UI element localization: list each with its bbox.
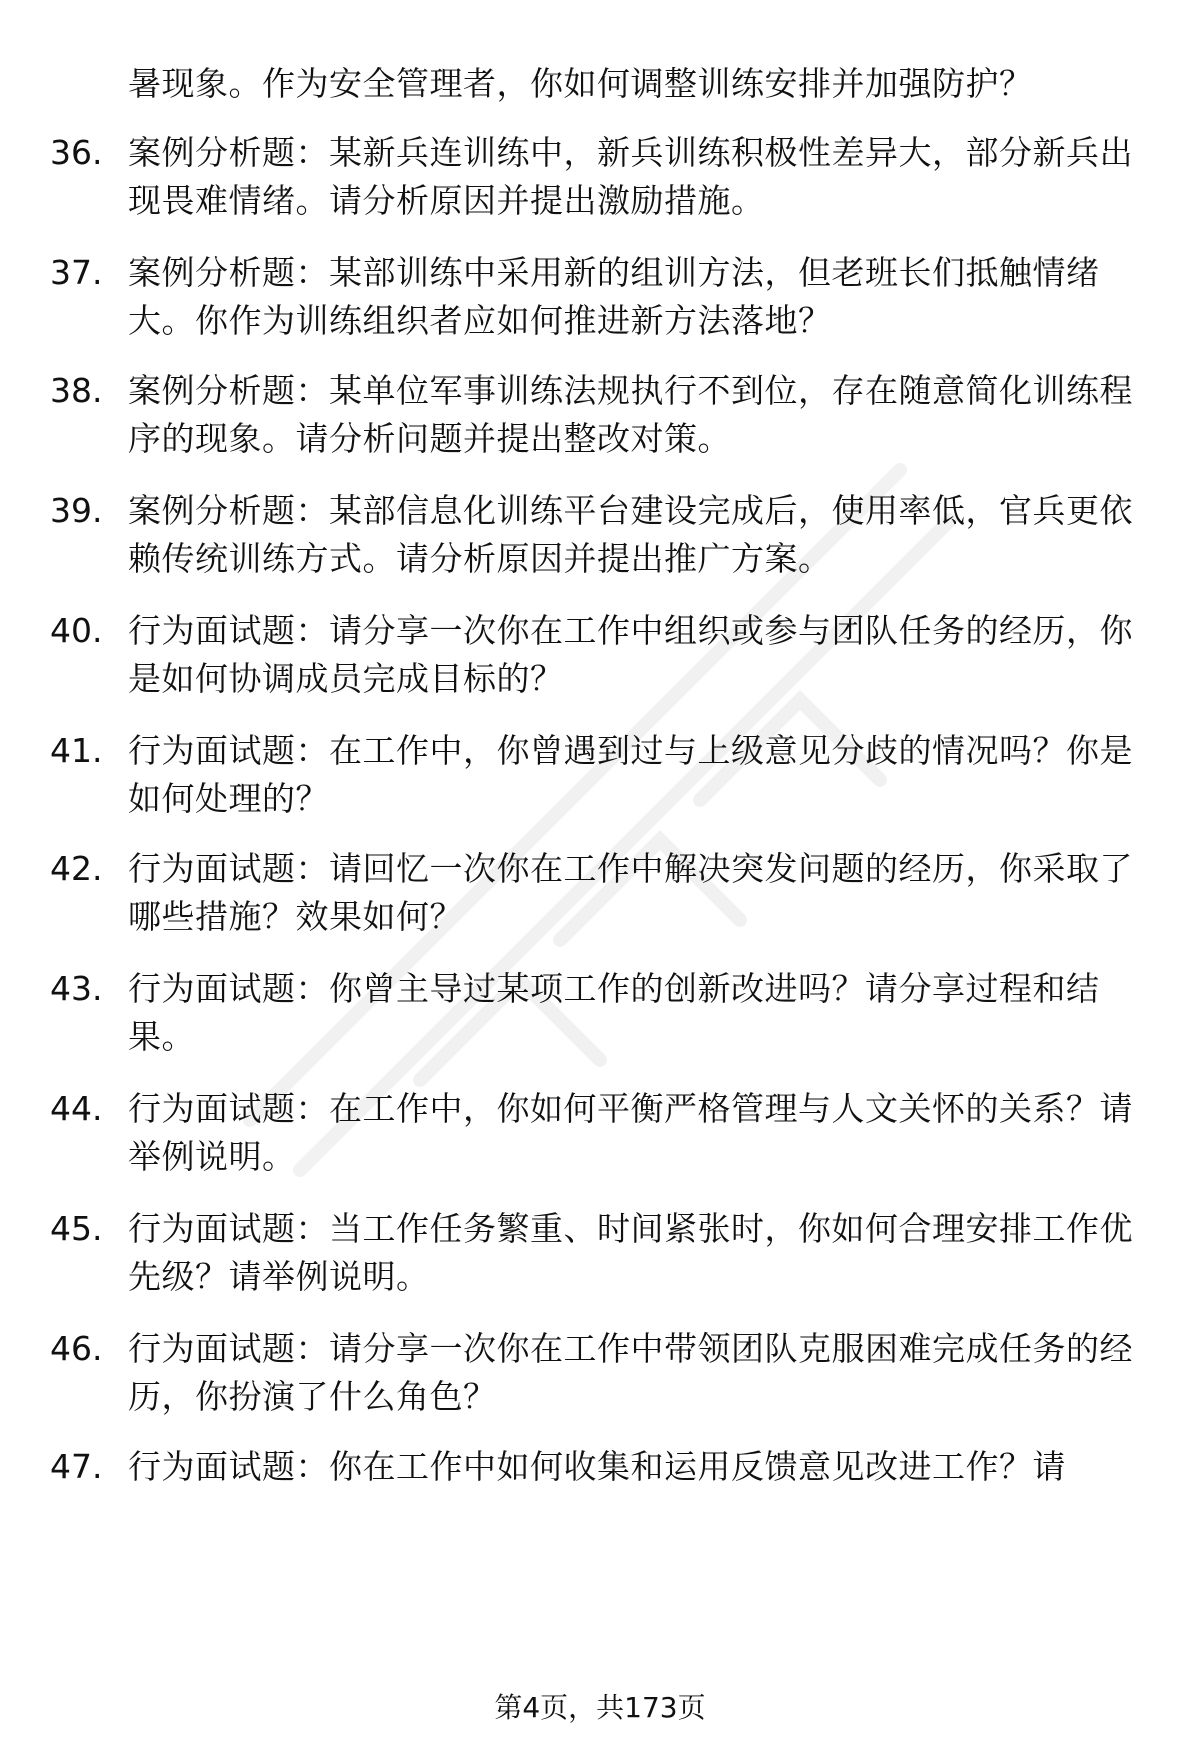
question-number: 44. [50,1089,103,1128]
question-number: 43. [50,969,103,1008]
continued-question-text: 暑现象。作为安全管理者，你如何调整训练安排并加强防护？ [128,64,1033,103]
question-text: 行为面试题：在工作中，你如何平衡严格管理与人文关怀的关系？请举例说明。 [128,1089,1133,1176]
question-number: 41. [50,731,103,770]
question-text: 行为面试题：请分享一次你在工作中带领团队克服困难完成任务的经历，你扮演了什么角色？ [128,1329,1133,1416]
question-text: 行为面试题：请回忆一次你在工作中解决突发问题的经历，你采取了哪些措施？效果如何？ [128,849,1133,936]
question-text: 案例分析题：某新兵连训练中，新兵训练积极性差异大，部分新兵出现畏难情绪。请分析原因并提出激励措施。 [128,133,1133,220]
question-number: 45. [50,1209,103,1248]
question-text: 行为面试题：你在工作中如何收集和运用反馈意见改进工作？请 [128,1447,1066,1486]
question-text: 行为面试题：当工作任务繁重、时间紧张时，你如何合理安排工作优先级？请举例说明。 [128,1209,1133,1296]
question-text: 行为面试题：你曾主导过某项工作的创新改进吗？请分享过程和结果。 [128,969,1100,1056]
question-number: 37. [50,253,103,292]
question-text: 案例分析题：某单位军事训练法规执行不到位，存在随意简化训练程序的现象。请分析问题并提出整改对策。 [128,371,1133,458]
question-number: 39. [50,491,103,530]
question-number: 40. [50,611,103,650]
question-text: 案例分析题：某部训练中采用新的组训方法，但老班长们抵触情绪大。你作为训练组织者应如何推进新方法落地？ [128,253,1100,340]
question-text: 行为面试题：在工作中，你曾遇到过与上级意见分歧的情况吗？你是如何处理的？ [128,731,1133,818]
question-number: 47. [50,1447,103,1486]
question-number: 36. [50,133,103,172]
question-text: 行为面试题：请分享一次你在工作中组织或参与团队任务的经历，你是如何协调成员完成目标的？ [128,611,1133,698]
question-number: 38. [50,371,103,410]
question-number: 42. [50,849,103,888]
question-text: 案例分析题：某部信息化训练平台建设完成后，使用率低，官兵更依赖传统训练方式。请分析原因并提出推广方案。 [128,491,1133,578]
page-footer: 第4页，共173页 [494,1691,706,1724]
question-number: 46. [50,1329,103,1368]
